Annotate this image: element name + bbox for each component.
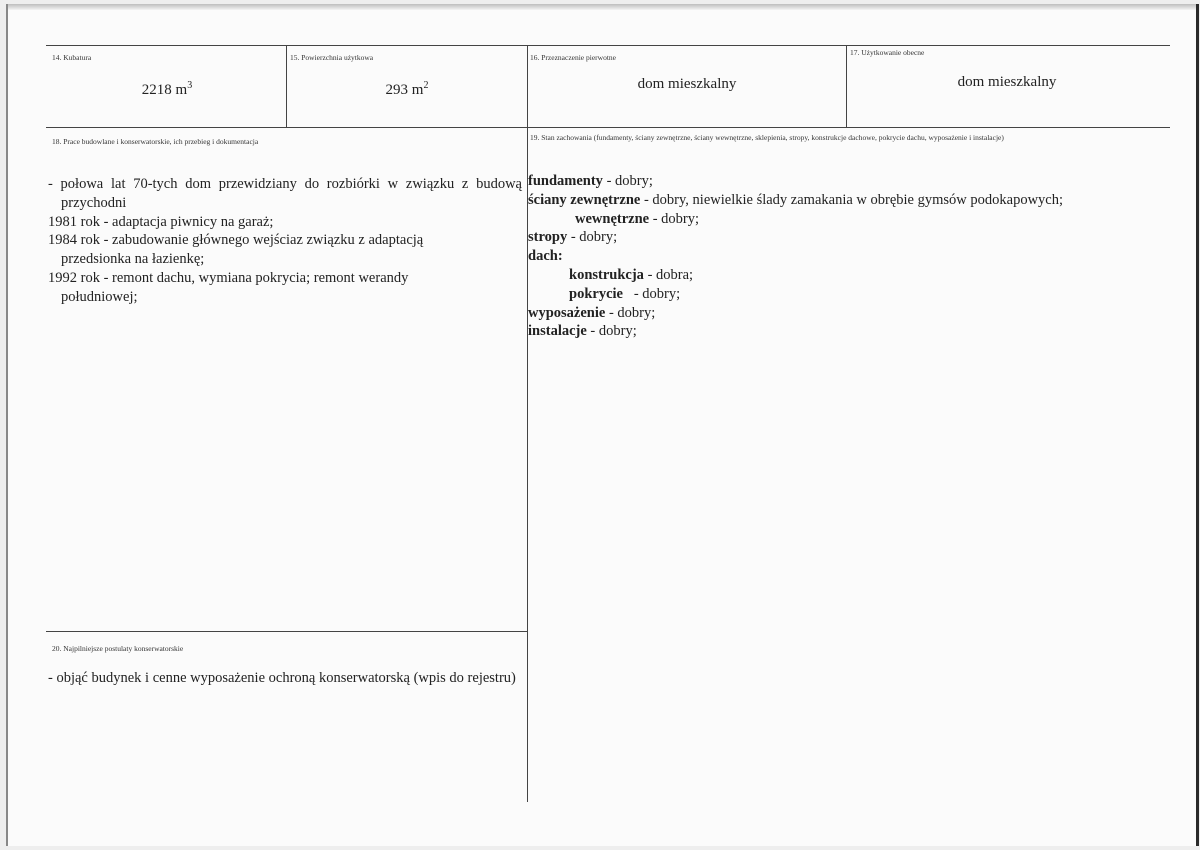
- condition-key: fundamenty: [528, 173, 603, 189]
- condition-row: [528, 285, 1188, 304]
- condition-value: - dobra;: [643, 266, 694, 283]
- section18-item: 1984 rok - zabudowanie głównego wejściaz związku z adaptacją: [48, 232, 424, 249]
- document-sheet: [6, 4, 1199, 846]
- condition-value: - dobry;: [602, 173, 653, 189]
- przeznaczenie-value: dom mieszkalny: [637, 76, 737, 92]
- kubatura-number: 2218 m: [141, 82, 188, 98]
- section18-item: - połowa lat 70-tych dom przewidziany do rozbiórki w związku z budową przychodni: [48, 176, 522, 211]
- scan-edge: [8, 4, 1196, 10]
- condition-row: [528, 172, 1188, 191]
- section18-item: przedsionka na łazienkę;: [61, 251, 205, 268]
- kubatura-label: 14. Kubatura: [52, 53, 92, 62]
- condition-row: [528, 191, 1188, 210]
- section18-item: południowej;: [61, 288, 138, 305]
- condition-key: konstrukcja: [569, 266, 644, 283]
- condition-key: ściany zewnętrzne: [528, 191, 641, 208]
- section20-item: - objąć budynek i cenne wyposażenie ochroną konserwatorską (wpis do rejestru): [48, 670, 516, 686]
- section18-label: 18. Prace budowlane i konserwatorskie, ich przebieg i dokumentacja: [52, 137, 259, 146]
- uzytkowanie-label: 17. Użytkowanie obecne: [850, 48, 925, 57]
- powierzchnia-value: [288, 80, 526, 99]
- condition-value: - dobry;: [622, 285, 681, 302]
- condition-row: [528, 304, 1188, 323]
- condition-value: - dobry;: [605, 304, 656, 321]
- condition-key: stropy: [528, 229, 568, 246]
- condition-row: [528, 228, 1188, 247]
- condition-row: [528, 210, 1188, 229]
- section20-label: 20. Najpilniejsze postulaty konserwatorskie: [52, 644, 184, 653]
- section18-bottom-line: [46, 631, 528, 632]
- condition-value: - dobry;: [649, 210, 700, 227]
- condition-key: wewnętrzne: [575, 210, 650, 227]
- top-border-line: [46, 45, 1170, 46]
- divider-14-15: [286, 45, 287, 127]
- condition-value: - dobry, niewielkie ślady zamakania w obrębie gymsów podokapowych;: [640, 191, 1064, 208]
- powierzchnia-exponent: 2: [423, 80, 429, 91]
- condition-key: dach:: [528, 248, 563, 265]
- section18-item: 1992 rok - remont dachu, wymiana pokrycia; remont werandy: [48, 269, 409, 286]
- condition-key: instalacje: [528, 323, 587, 340]
- section20-text: [48, 669, 528, 688]
- section18-item: 1981 rok - adaptacja piwnicy na garaż;: [48, 213, 274, 230]
- condition-row: [528, 322, 1188, 341]
- divider-16-17: [846, 45, 847, 127]
- kubatura-exponent: 3: [187, 80, 193, 91]
- fields-bottom-line: [46, 127, 1170, 128]
- condition-row: [528, 266, 1188, 285]
- section18-text: [48, 175, 522, 307]
- condition-key: pokrycie: [569, 285, 623, 302]
- powierzchnia-number: 293 m: [385, 82, 424, 98]
- condition-value: - dobry;: [586, 323, 637, 340]
- divider-main: [527, 45, 528, 802]
- section19-label: 19. Stan zachowania (fundamenty, ściany zewnętrzne, ściany wewnętrzne, sklepienia, stropy, konstrukcje dachowe, pokrycie dachu, wyposażenie i instalacje): [530, 133, 1004, 142]
- condition-row: [528, 247, 1188, 266]
- condition-key: wyposażenie: [528, 304, 606, 321]
- condition-value: - dobry;: [567, 229, 618, 246]
- przeznaczenie-label: 16. Przeznaczenie pierwotne: [530, 53, 616, 62]
- powierzchnia-label: 15. Powierzchnia użytkowa: [290, 53, 374, 62]
- kubatura-value: [48, 80, 286, 99]
- section19-text: [528, 172, 1188, 341]
- uzytkowanie-value: dom mieszkalny: [957, 74, 1057, 90]
